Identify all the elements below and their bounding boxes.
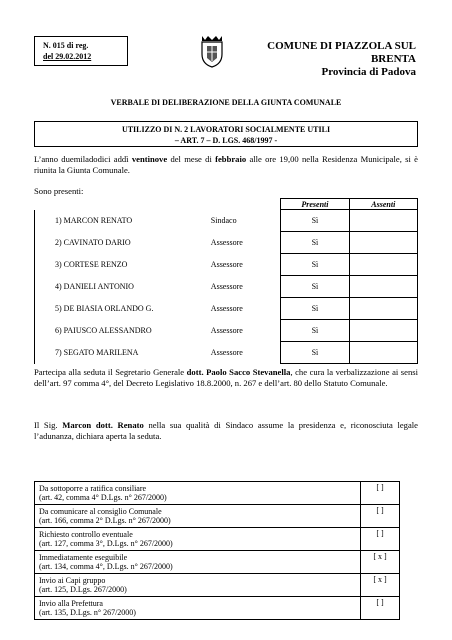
dispatch-reference: (art. 125, D.Lgs. 267/2000) [39, 585, 127, 594]
member-role: Assessore [210, 348, 243, 357]
member-role: Assessore [210, 238, 243, 247]
attendance-header-row [35, 199, 418, 210]
member-absent [349, 320, 417, 342]
dispatch-checkbox: [ ] [361, 597, 400, 620]
header-present: Presenti [281, 199, 349, 210]
member-role: Assessore [210, 260, 243, 269]
member-absent [349, 298, 417, 320]
provincia-name: Provincia di Padova [321, 66, 416, 78]
member-name: 2) CAVINATO DARIO [35, 232, 211, 254]
member-name: 4) DANIELI ANTONIO [35, 276, 211, 298]
dispatch-title: Invio ai Capi gruppo [39, 575, 106, 585]
attendance-table [34, 198, 418, 364]
member-name: 5) DE BIASIA ORLANDO G. [35, 298, 211, 320]
dispatch-title: Da sottoporre a ratifica consiliare [39, 483, 147, 493]
member-name: 3) CORTESE RENZO [35, 254, 211, 276]
table-row [35, 232, 418, 254]
dispatch-label [35, 597, 361, 620]
municipal-crest-icon [198, 34, 226, 68]
dispatch-checkbox: [ x ] [361, 574, 400, 597]
municipality-heading [236, 40, 416, 79]
table-row [35, 574, 400, 597]
member-present: Sì [281, 320, 349, 342]
subject-box [34, 121, 418, 147]
member-role: Assessore [210, 282, 243, 291]
header-absent: Assenti [349, 199, 417, 210]
member-name: 6) PAIUSCO ALESSANDRO [35, 320, 211, 342]
subject-line-2: – ART. 7 – D. LGS. 468/1997 - [174, 136, 278, 145]
dispatch-title: Invio alla Prefettura [39, 598, 103, 608]
subject-line-1: UTILIZZO DI N. 2 LAVORATORI SOCIALMENTE UTILI [121, 125, 331, 134]
dispatch-checkbox: [ ] [361, 528, 400, 551]
register-box [34, 36, 128, 66]
table-row [35, 210, 418, 232]
table-row [35, 551, 400, 574]
member-absent [349, 254, 417, 276]
dispatch-reference: (art. 166, comma 2° D.Lgs. n° 267/2000) [39, 516, 171, 525]
dispatch-title: Immediatamente eseguibile [39, 552, 128, 562]
dispatch-reference: (art. 134, comma 4°, D.Lgs. n° 267/2000) [39, 562, 173, 571]
dispatch-label [35, 574, 361, 597]
member-present: Sì [281, 254, 349, 276]
dispatch-title: Da comunicare al consiglio Comunale [39, 506, 162, 516]
table-row [35, 482, 400, 505]
intro-text-2: del mese di [170, 154, 212, 164]
member-absent [349, 342, 417, 364]
intro-text-1: L’anno duemiladodici addì [34, 154, 129, 164]
intro-paragraph [34, 154, 418, 176]
member-role: Assessore [210, 326, 243, 335]
dispatch-checkbox: [ ] [361, 505, 400, 528]
intro-day: ventinove [131, 154, 168, 164]
dispatch-label [35, 482, 361, 505]
secretary-name: dott. Paolo Sacco Stevanella [186, 367, 291, 377]
dispatch-label [35, 505, 361, 528]
comune-name: COMUNE DI PIAZZOLA SUL BRENTA [267, 40, 416, 65]
dispatch-table [34, 481, 400, 620]
register-date: del 29.02.2012 [43, 52, 92, 61]
secretary-text-1: Partecipa alla seduta il Segretario Generale [34, 367, 185, 377]
dispatch-reference: (art. 42, comma 4° D.Lgs. n° 267/2000) [39, 493, 167, 502]
register-number: N. 015 di reg. [43, 41, 89, 50]
member-role: Sindaco [210, 216, 237, 225]
intro-month: febbraio [215, 154, 247, 164]
intro-text-3: alle ore 19,00 nella Residenza Municipale, si è riunita la Giunta Comunale. [34, 154, 418, 175]
dispatch-label [35, 551, 361, 574]
present-label: Sono presenti: [34, 186, 84, 196]
mayor-text-2: nella sua qualità di Sindaco assume la presidenza e, riconosciuta legale l’adunanza, dichiara aperta la seduta. [34, 420, 418, 441]
table-row [35, 320, 418, 342]
dispatch-title: Richiesto controllo eventuale [39, 529, 133, 539]
member-present: Sì [281, 298, 349, 320]
member-present: Sì [281, 342, 349, 364]
secretary-paragraph [34, 367, 418, 389]
table-row [35, 276, 418, 298]
member-role: Assessore [210, 304, 243, 313]
table-row [35, 597, 400, 620]
dispatch-checkbox: [ ] [361, 482, 400, 505]
member-present: Sì [281, 210, 349, 232]
member-name: 7) SEGATO MARILENA [35, 342, 211, 364]
mayor-text-1: Il Sig. [34, 420, 58, 430]
mayor-name: Marcon dott. Renato [62, 420, 144, 430]
member-absent [349, 210, 417, 232]
mayor-paragraph [34, 420, 418, 442]
member-name: 1) MARCON RENATO [35, 210, 211, 232]
member-present: Sì [281, 232, 349, 254]
table-row [35, 342, 418, 364]
dispatch-reference: (art. 135, D.Lgs. n° 267/2000) [39, 608, 136, 617]
table-row [35, 254, 418, 276]
dispatch-checkbox: [ x ] [361, 551, 400, 574]
dispatch-label [35, 528, 361, 551]
secretary-text-2: , che cura la verbalizzazione ai sensi dell’art. 97 comma 4°, del Decreto Legislativo 18.8.2000, n. 267 e dell’art. 80 dello Statuto Comunale. [34, 367, 418, 388]
document-title: VERBALE DI DELIBERAZIONE DELLA GIUNTA COMUNALE [110, 98, 342, 107]
dispatch-reference: (art. 127, comma 3°, D.Lgs. n° 267/2000) [39, 539, 173, 548]
table-row [35, 505, 400, 528]
table-row [35, 298, 418, 320]
table-row [35, 528, 400, 551]
member-absent [349, 276, 417, 298]
member-absent [349, 232, 417, 254]
member-present: Sì [281, 276, 349, 298]
